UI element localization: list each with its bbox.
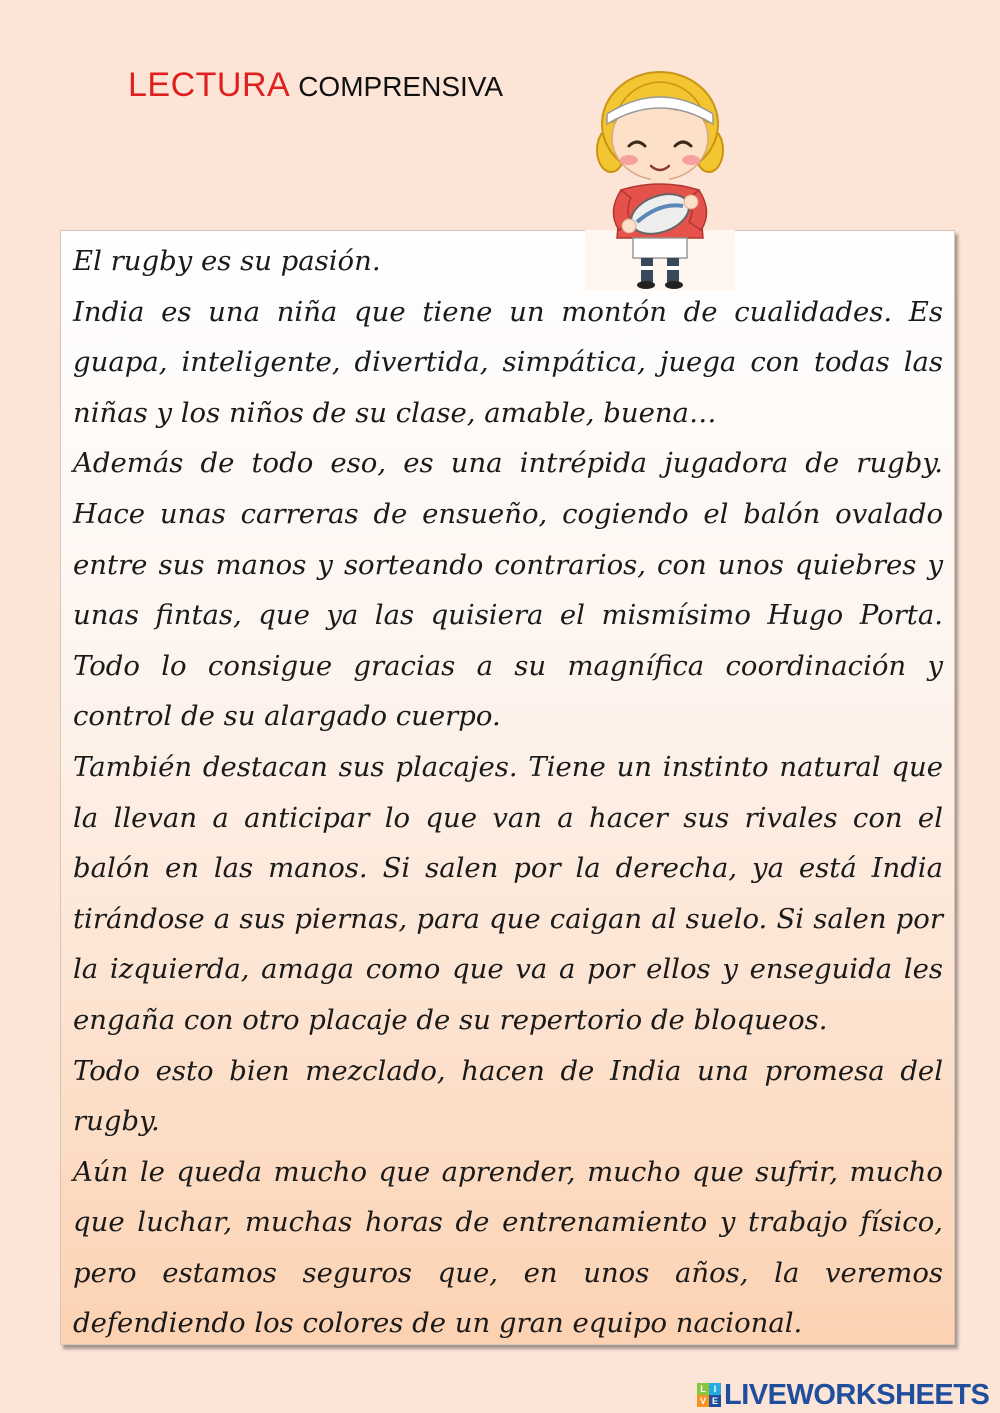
title-red-word: LECTURA: [128, 66, 291, 104]
title-black-word: COMPRENSIVA: [298, 71, 504, 102]
reading-text: [73, 236, 943, 1349]
liveworksheets-logo: [697, 1380, 989, 1410]
girl-rugby-player-icon: [585, 62, 735, 290]
paragraph-3: También destacan sus placajes. Tiene un instinto natural que la llevan a anticipar lo que van a hacer sus rivales con el balón en las manos. Si salen por la derecha, ya está India tirándose a sus piernas, para que caigan al suelo. Si salen por la izquierda, amaga como que va a por ellos y enseguida les engaña con otro placaje de su repertorio de bloqueos.: [73, 750, 943, 1036]
paragraph-5: Aún le queda mucho que aprender, mucho que sufrir, mucho que luchar, muchas horas de entrenamiento y trabajo físico, pero estamos seguros que, en unos años, la veremos defendiendo los colores de un gran equipo nacional.: [73, 1155, 943, 1340]
logo-text: LIVEWORKSHEETS: [724, 1378, 990, 1411]
paragraph-4: Todo esto bien mezclado, hacen de India una promesa del rugby.: [73, 1054, 943, 1138]
girl-rugby-player-illustration: [585, 62, 735, 290]
paragraph-2: Además de todo eso, es una intrépida jugadora de rugby. Hace unas carreras de ensueño, cogiendo el balón ovalado entre sus manos y sorteando contrarios, con unos quiebres y unas fintas, que ya las quisiera el mismísimo Hugo Porta. Todo lo consigue gracias a su magnífica coordinación y control de su alargado cuerpo.: [73, 447, 943, 733]
reading-title: El rugby es su pasión.: [73, 245, 381, 277]
liveworksheets-logo-icon: L I V E: [697, 1383, 721, 1407]
paragraph-1: India es una niña que tiene un montón de cualidades. Es guapa, inteligente, divertida, simpática, juega con todas las niñas y los niños de su clase, amable, buena…: [73, 295, 943, 429]
page-title: [128, 66, 503, 105]
